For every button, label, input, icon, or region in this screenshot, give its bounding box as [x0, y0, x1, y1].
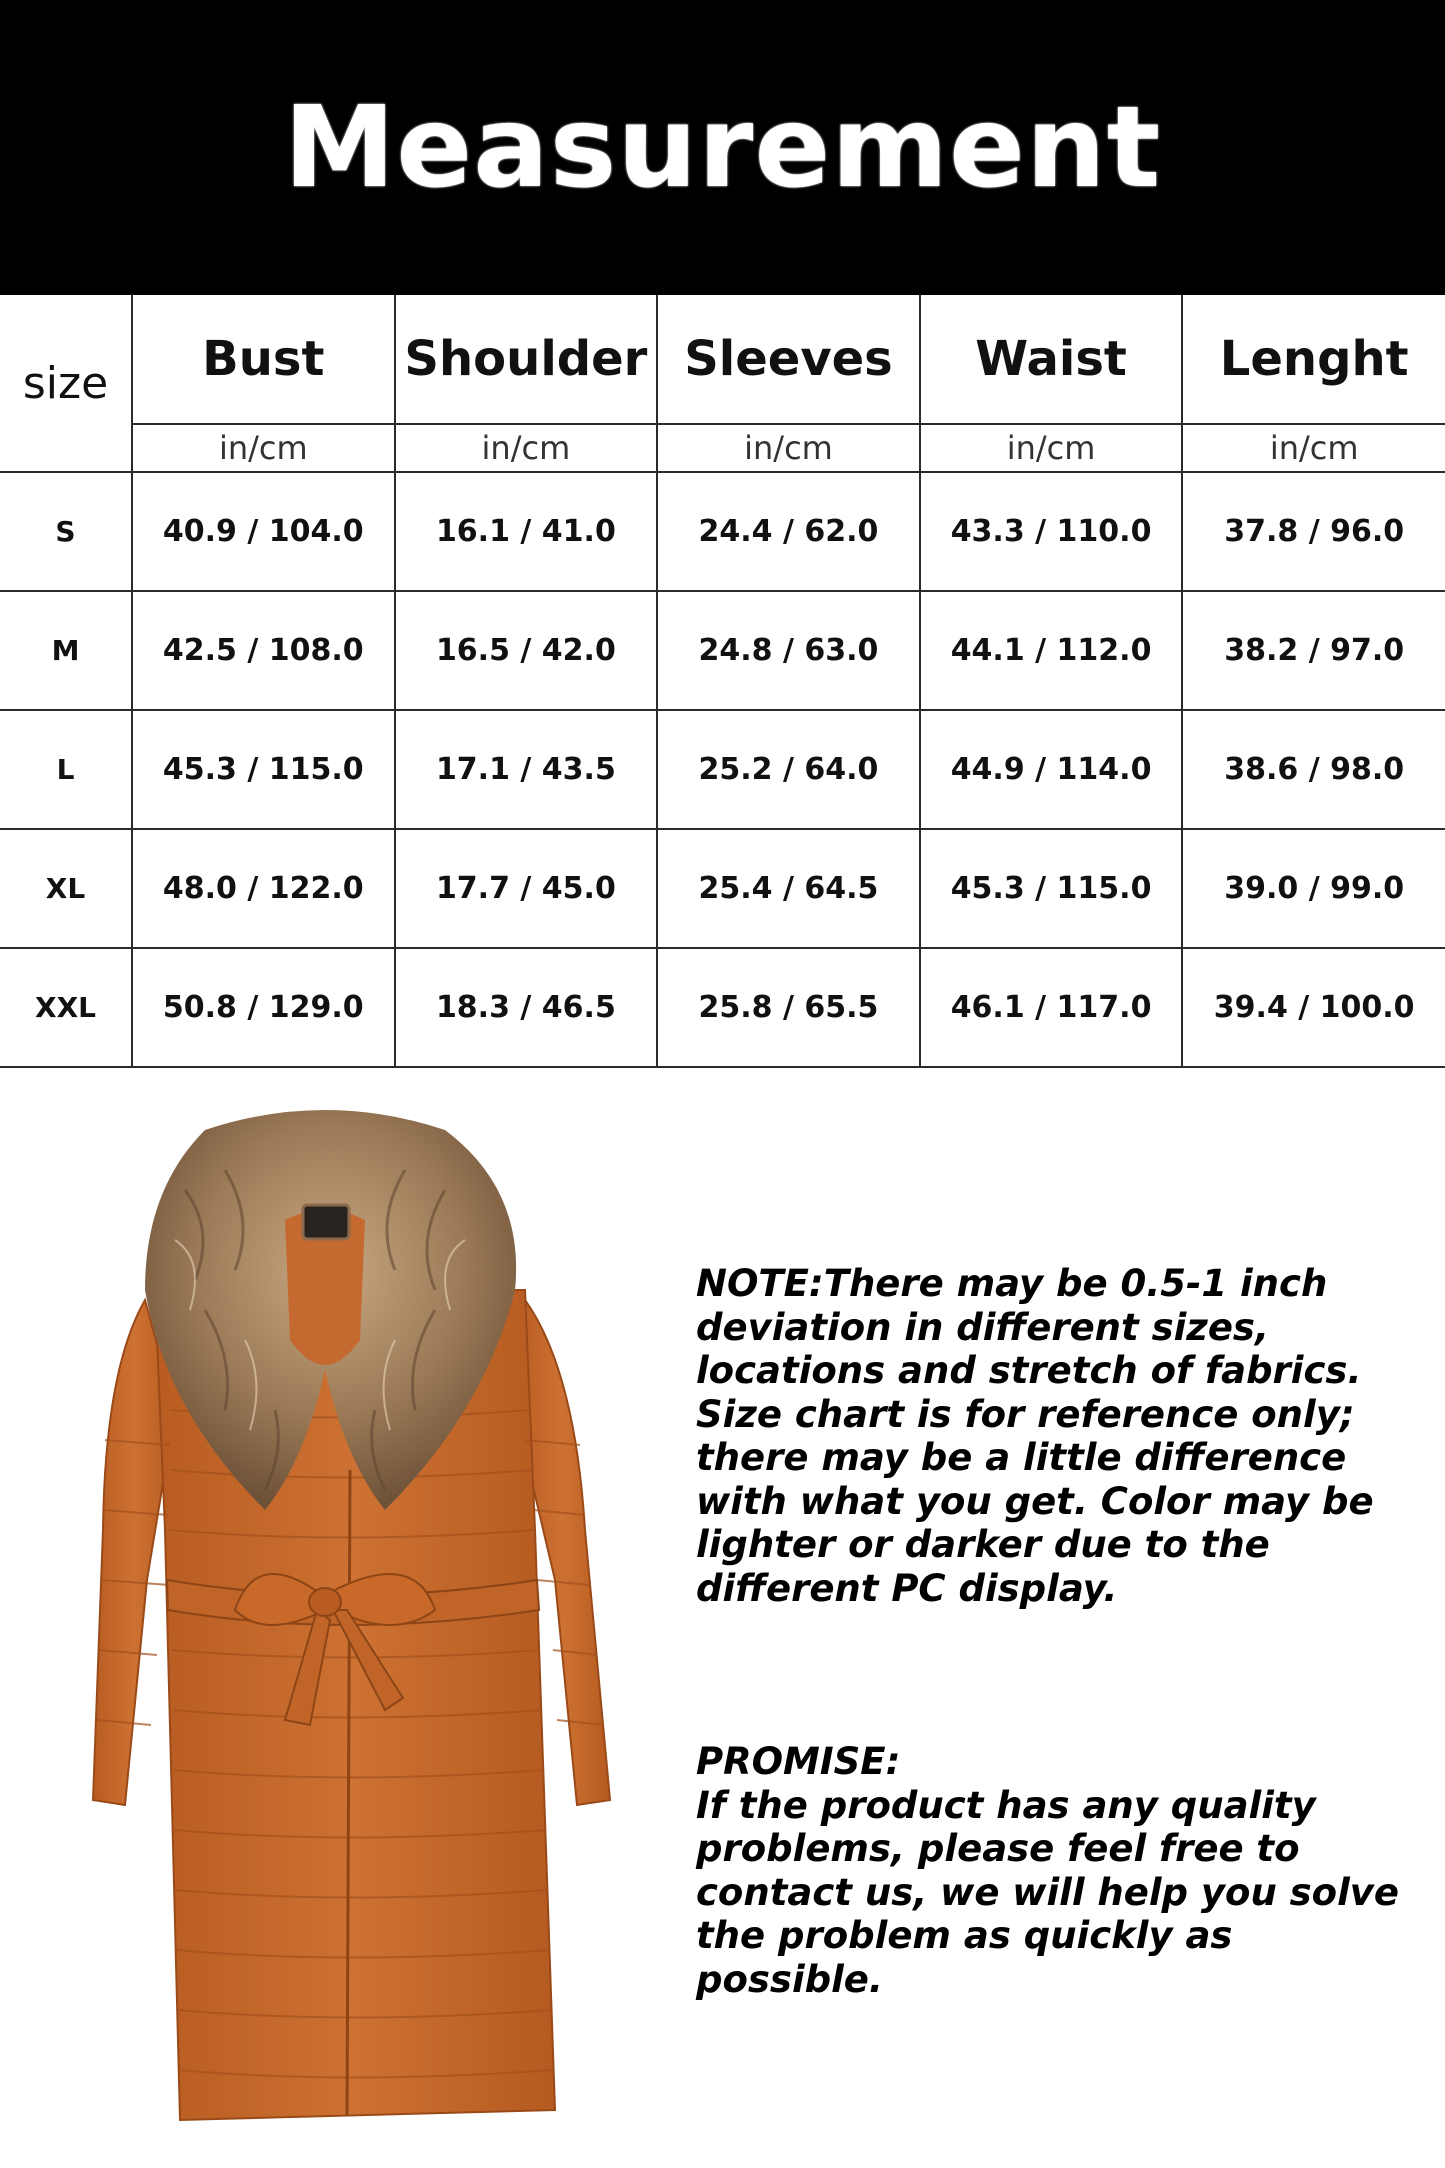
waist-cell: 46.1 / 117.0: [920, 948, 1183, 1067]
length-cell: 37.8 / 96.0: [1182, 472, 1445, 591]
promise-heading: PROMISE:: [696, 1740, 901, 1783]
unit-label: in/cm: [395, 424, 658, 472]
unit-label: in/cm: [1182, 424, 1445, 472]
bust-cell: 42.5 / 108.0: [132, 591, 395, 710]
table-row: [0, 591, 1445, 710]
note-text: NOTE:There may be 0.5-1 inch deviation in different sizes, locations and stretch of fabrics. Size chart is for reference only; there may be a little difference with what you get. Color may be lighter or darker due to the different PC display.: [696, 1262, 1374, 1610]
column-header-waist: Waist: [920, 295, 1183, 424]
size-cell: XXL: [0, 948, 132, 1067]
shoulder-cell: 17.1 / 43.5: [395, 710, 658, 829]
sleeves-cell: 24.8 / 63.0: [657, 591, 920, 710]
size-cell: XL: [0, 829, 132, 948]
coat-illustration: [85, 1110, 625, 2130]
waist-cell: 44.9 / 114.0: [920, 710, 1183, 829]
length-cell: 39.0 / 99.0: [1182, 829, 1445, 948]
promise-text: If the product has any quality problems, please feel free to contact us, we will help you solve the problem as quickly as possible.: [696, 1783, 1399, 2001]
sleeves-cell: 25.8 / 65.5: [657, 948, 920, 1067]
bust-cell: 45.3 / 115.0: [132, 710, 395, 829]
sleeves-cell: 25.4 / 64.5: [657, 829, 920, 948]
waist-cell: 43.3 / 110.0: [920, 472, 1183, 591]
table-unit-row: [0, 424, 1445, 472]
promise-text-block: [696, 1740, 1416, 2001]
page-title: Measurement: [283, 82, 1162, 213]
size-column-header: size: [0, 295, 132, 472]
unit-label: in/cm: [920, 424, 1183, 472]
length-cell: 38.2 / 97.0: [1182, 591, 1445, 710]
header-banner: [0, 0, 1445, 295]
waist-cell: 44.1 / 112.0: [920, 591, 1183, 710]
column-header-shoulder: Shoulder: [395, 295, 658, 424]
table-row: [0, 472, 1445, 591]
column-header-sleeves: Sleeves: [657, 295, 920, 424]
size-cell: L: [0, 710, 132, 829]
column-header-bust: Bust: [132, 295, 395, 424]
column-header-length: Lenght: [1182, 295, 1445, 424]
length-cell: 39.4 / 100.0: [1182, 948, 1445, 1067]
product-image: [85, 1110, 625, 2130]
shoulder-cell: 16.5 / 42.0: [395, 591, 658, 710]
bust-cell: 50.8 / 129.0: [132, 948, 395, 1067]
size-cell: S: [0, 472, 132, 591]
size-cell: M: [0, 591, 132, 710]
note-text-block: [696, 1262, 1416, 1610]
unit-label: in/cm: [657, 424, 920, 472]
table-header-row: [0, 295, 1445, 424]
size-chart-table: [0, 295, 1445, 1068]
shoulder-cell: 16.1 / 41.0: [395, 472, 658, 591]
unit-label: in/cm: [132, 424, 395, 472]
table-row: [0, 829, 1445, 948]
table-row: [0, 710, 1445, 829]
table-row: [0, 948, 1445, 1067]
sleeves-cell: 24.4 / 62.0: [657, 472, 920, 591]
sleeves-cell: 25.2 / 64.0: [657, 710, 920, 829]
bust-cell: 40.9 / 104.0: [132, 472, 395, 591]
waist-cell: 45.3 / 115.0: [920, 829, 1183, 948]
shoulder-cell: 18.3 / 46.5: [395, 948, 658, 1067]
bust-cell: 48.0 / 122.0: [132, 829, 395, 948]
shoulder-cell: 17.7 / 45.0: [395, 829, 658, 948]
length-cell: 38.6 / 98.0: [1182, 710, 1445, 829]
